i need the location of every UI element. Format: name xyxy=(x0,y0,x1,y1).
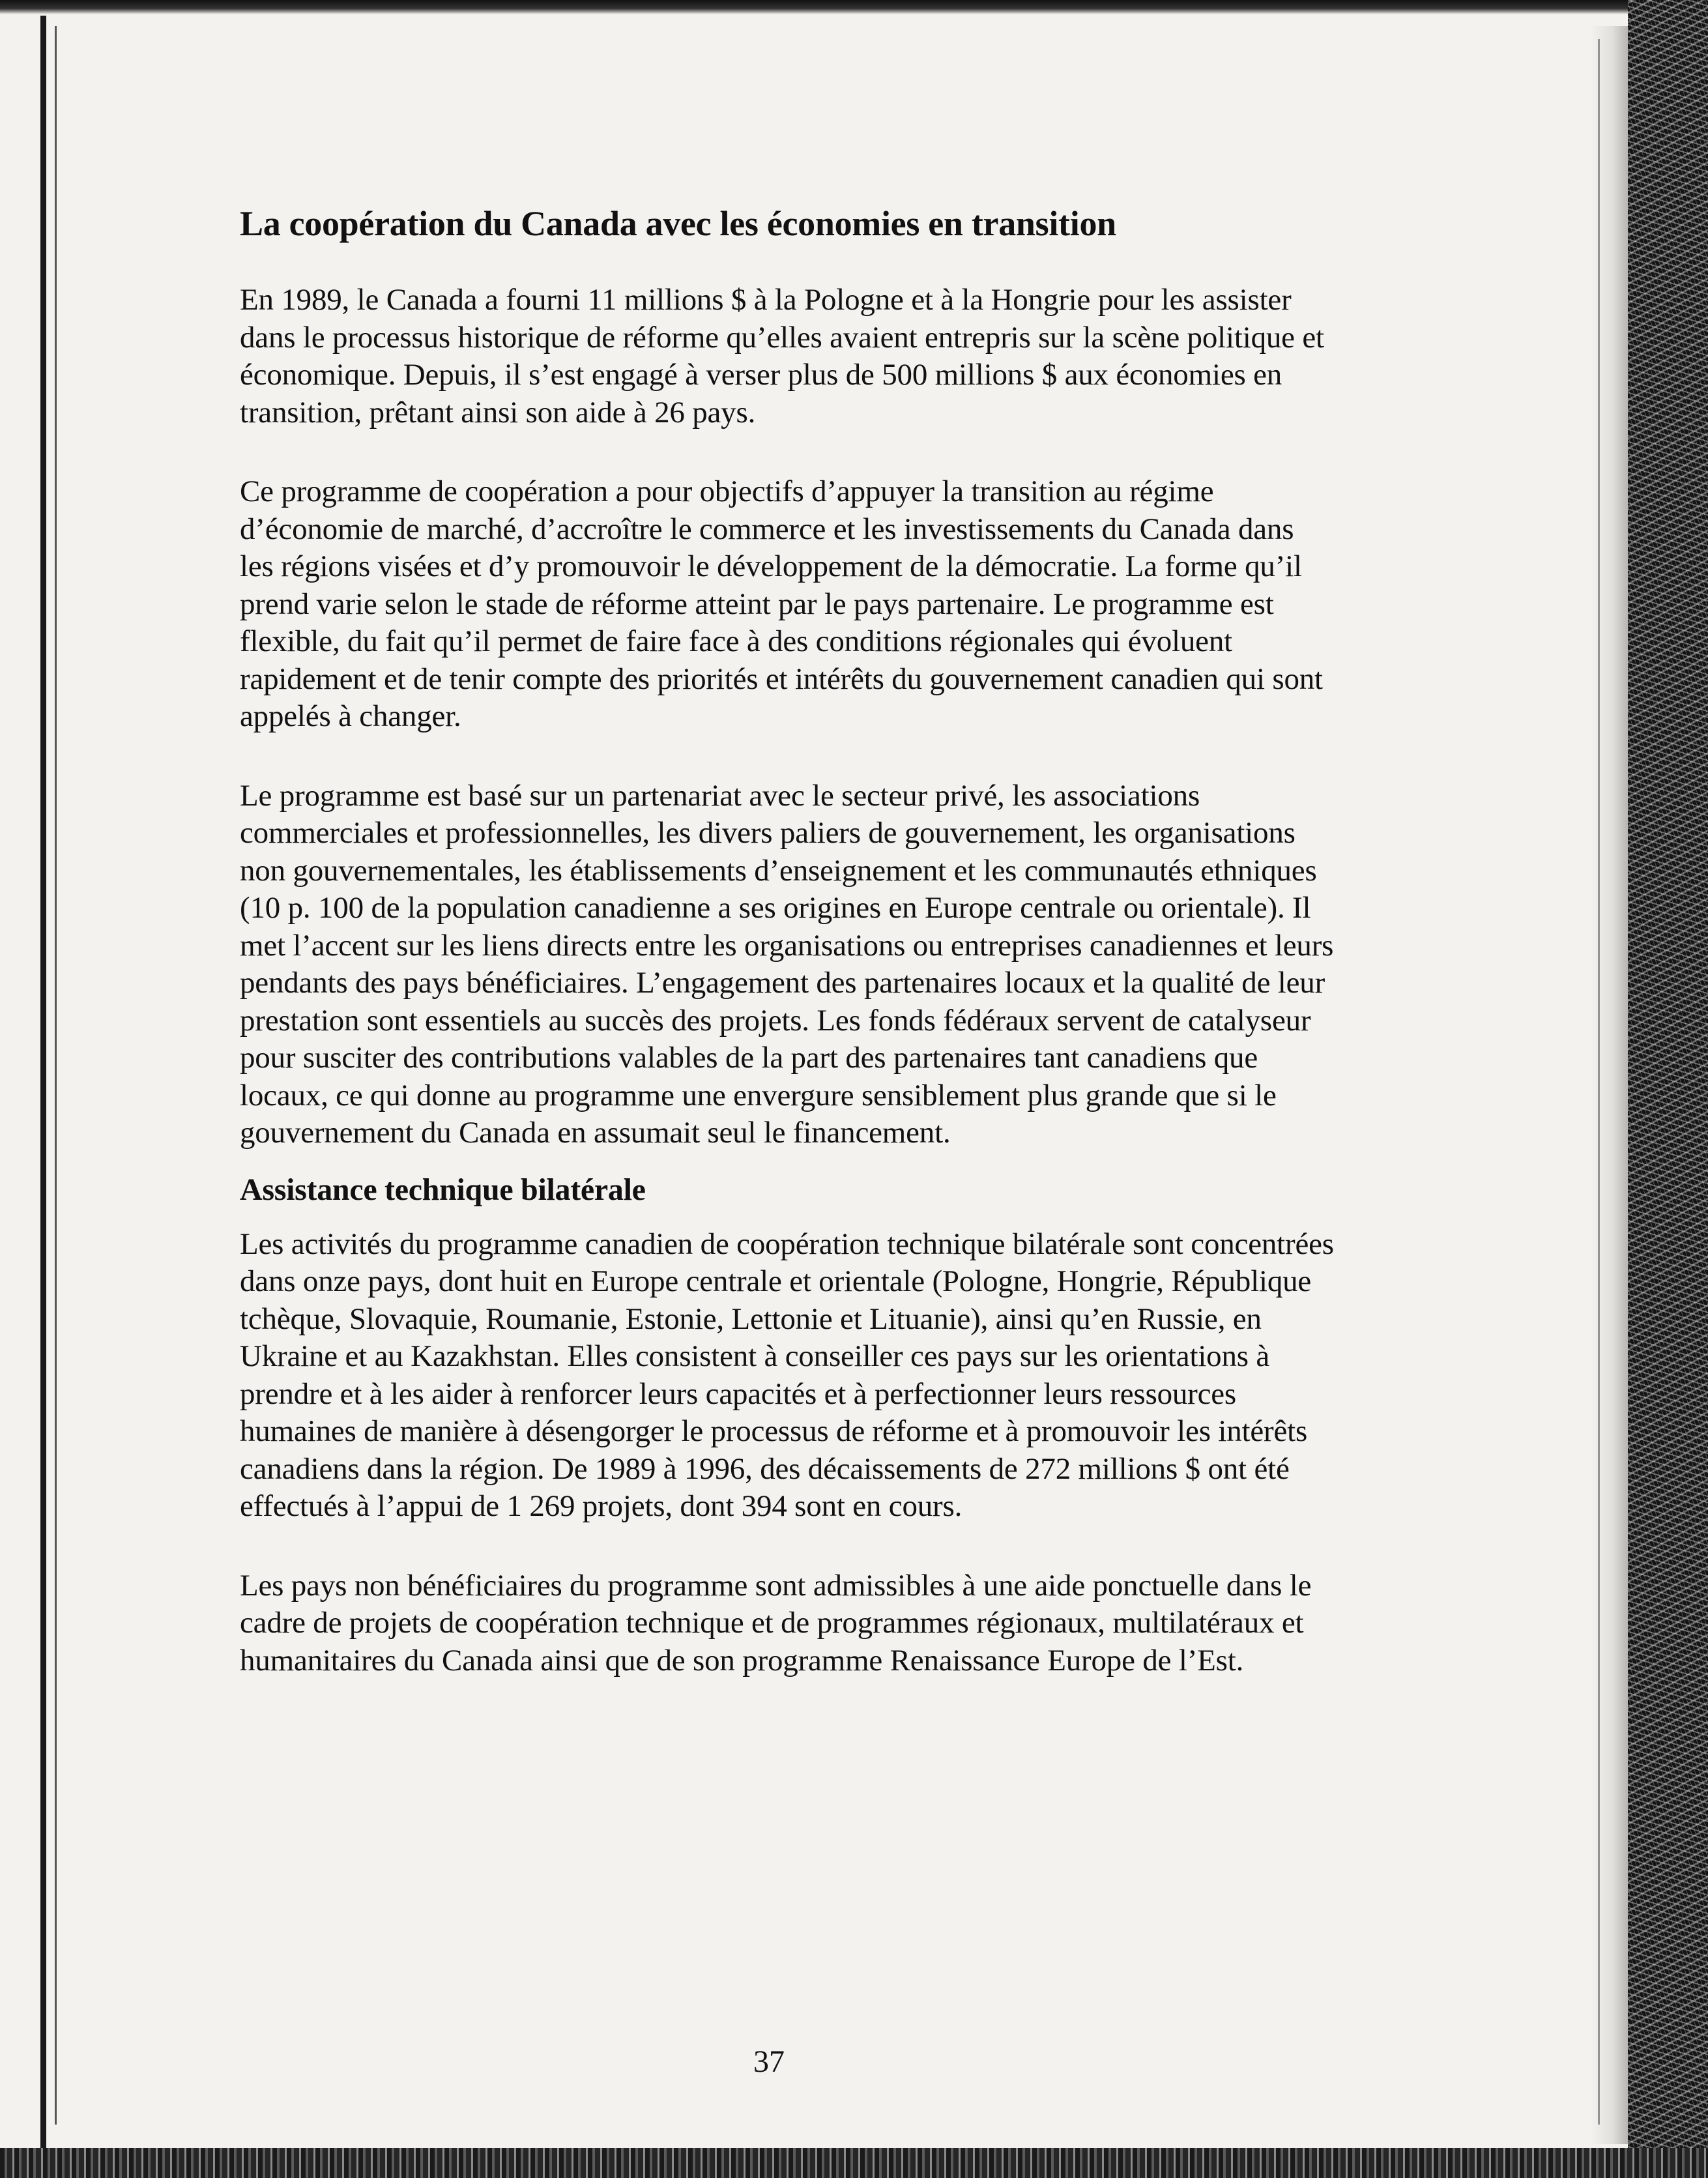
page-title: La coopération du Canada avec les économies en transition xyxy=(240,204,1116,243)
scan-page-shadow xyxy=(1590,26,1628,2144)
body-paragraph-1: En 1989, le Canada a fourni 11 millions $ à la Pologne et à la Hongrie pour les assister dans le processus historique de réforme qu’elles avaient entrepris sur la scène politique et économique. Depuis, il s’est engagé à verser plus de 500 millions $ aux économies en transition, prêtant ainsi son aide à 26 pays. xyxy=(240,283,1324,429)
page-number: 37 xyxy=(753,2044,785,2079)
body-paragraph-3: Le programme est basé sur un partenariat avec le secteur privé, les associations commerciales et professionnelles, les divers paliers de gouvernement, les organisations non gouvernementales, les établissements d’enseignement et les communautés ethniques (10 p. 100 de la population canadienne a ses origines en Europe centrale ou orientale). Il met l’accent sur les liens directs entre les organisations ou entreprises canadiennes et leurs pendants des pays bénéficiaires. L’engagement des partenaires locaux et la qualité de leur prestation sont essentiels au succès des projets. Les fonds fédéraux servent de catalyseur pour susciter des contributions valables de la part des partenaires tant canadiens que locaux, ce qui donne au programme une envergure sensiblement plus grande que si le gouvernement du Canada en assumait seul le financement. xyxy=(240,778,1334,1150)
section-paragraph-2: Les pays non bénéficiaires du programme sont admissibles à une aide ponctuelle dans le cadre de projets de coopération technique et de programmes régionaux, multilatéraux et humanitaires du Canada ainsi que de son programme Renaissance Europe de l’Est. xyxy=(240,1568,1312,1677)
page-content xyxy=(240,203,1335,1721)
scan-border-bottom xyxy=(0,2148,1708,2178)
section-heading: Assistance technique bilatérale xyxy=(240,1172,646,1207)
scan-border-right-line xyxy=(1598,39,1600,2125)
section-paragraph-1: Les activités du programme canadien de coopération technique bilatérale sont concentrées dans onze pays, dont huit en Europe centrale et orientale (Pologne, Hongrie, République tchèque, Slovaquie, Roumanie, Estonie, Lettonie et Lituanie), ainsi qu’en Russie, en Ukraine et au Kazakhstan. Elles consistent à conseiller ces pays sur les orientations à prendre et à les aider à renforcer leurs capacités et à perfectionner leurs ressources humaines de manière à désengorger le processus de réforme et à promouvoir les intérêts canadiens dans la région. De 1989 à 1996, des décaissements de 272 millions $ ont été effectués à l’appui de 1 269 projets, dont 394 sont en cours. xyxy=(240,1227,1334,1524)
scan-border-top xyxy=(0,0,1708,14)
scan-border-left-inner xyxy=(55,26,57,2125)
scan-border-left xyxy=(40,16,46,2148)
body-paragraph-2: Ce programme de coopération a pour objectifs d’appuyer la transition au régime d’économie de marché, d’accroître le commerce et les investissements du Canada dans les régions visées et d’y promouvoir le développement de la démocratie. La forme qu’il prend varie selon le stade de réforme atteint par le pays partenaire. Le programme est flexible, du fait qu’il permet de faire face à des conditions régionales qui évoluent rapidement et de tenir compte des priorités et intérêts du gouvernement canadien qui sont appelés à changer. xyxy=(240,474,1323,734)
scan-border-right xyxy=(1628,0,1708,2178)
